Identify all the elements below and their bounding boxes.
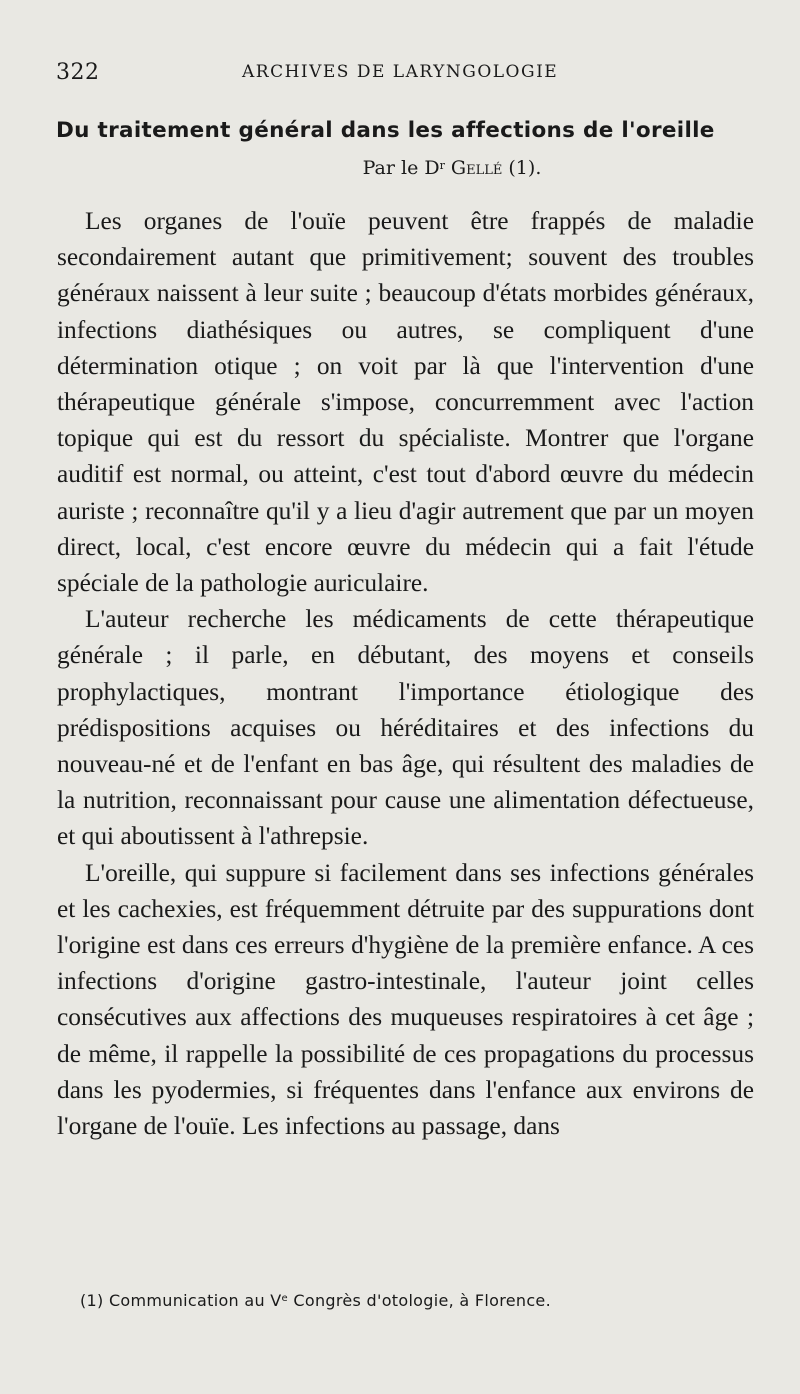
footnote	[80, 1291, 760, 1310]
paragraph-1: Les organes de l'ouïe peuvent être frappés de maladie secondairement autant que primitivement; souvent des troubles généraux naissent à leur suite ; beaucoup d'états morbides généraux, infections diathésiques ou autres, se compliquent d'une détermination otique ; on voit par là que l'intervention d'une thérapeutique générale s'impose, concurremment avec l'action topique qui est du ressort du spécialiste. Montrer que l'organe auditif est normal, ou atteint, c'est tout d'abord œuvre du médecin auriste ; reconnaître qu'il y a lieu d'agir autrement que par un moyen direct, local, c'est encore œuvre du médecin qui a fait l'étude spéciale de la pathologie auriculaire.	[57, 207, 754, 598]
page-number: 322	[56, 60, 100, 85]
byline-note-ref: (1).	[502, 157, 542, 179]
byline-prefix: Par le D	[362, 157, 440, 179]
footnote-marker: (1)	[80, 1291, 104, 1310]
byline-superscript: r	[439, 159, 445, 172]
byline	[56, 157, 756, 179]
footnote-text-start: Communication au V	[103, 1291, 282, 1310]
article-body	[57, 203, 754, 1144]
running-header	[56, 60, 756, 86]
article-title: Du traitement général dans les affections de l'oreille	[56, 118, 715, 143]
byline-author: Gellé	[450, 157, 503, 179]
paragraph-2: L'auteur recherche les médicaments de cette thérapeutique générale ; il parle, en débutant, des moyens et conseils prophylactiques, montrant l'importance étiologique des prédispositions acquises ou héréditaires et des infections du nouveau-né et de l'enfant en bas âge, qui résultent des maladies de la nutrition, reconnaissant pour cause une alimentation défectueuse, et qui aboutissent à l'athrepsie.	[57, 605, 754, 851]
paragraph-3: L'oreille, qui suppure si facilement dans ses infections générales et les cachexies, est fréquemment détruite par des suppurations dont l'origine est dans ces erreurs d'hygiène de la première enfance. A ces infections d'origine gastro-intestinale, l'auteur joint celles consécutives aux affections des muqueuses respiratoires à cet âge ; de même, il rappelle la possibilité de ces propagations du processus dans les pyodermies, si fréquentes dans l'enfance aux environs de l'organe de l'ouïe. Les infections au passage, dans	[57, 858, 754, 1141]
journal-title: ARCHIVES DE LARYNGOLOGIE	[242, 62, 559, 82]
footnote-superscript: e	[281, 1293, 288, 1304]
footnote-text-end: Congrès d'otologie, à Florence.	[288, 1291, 551, 1310]
